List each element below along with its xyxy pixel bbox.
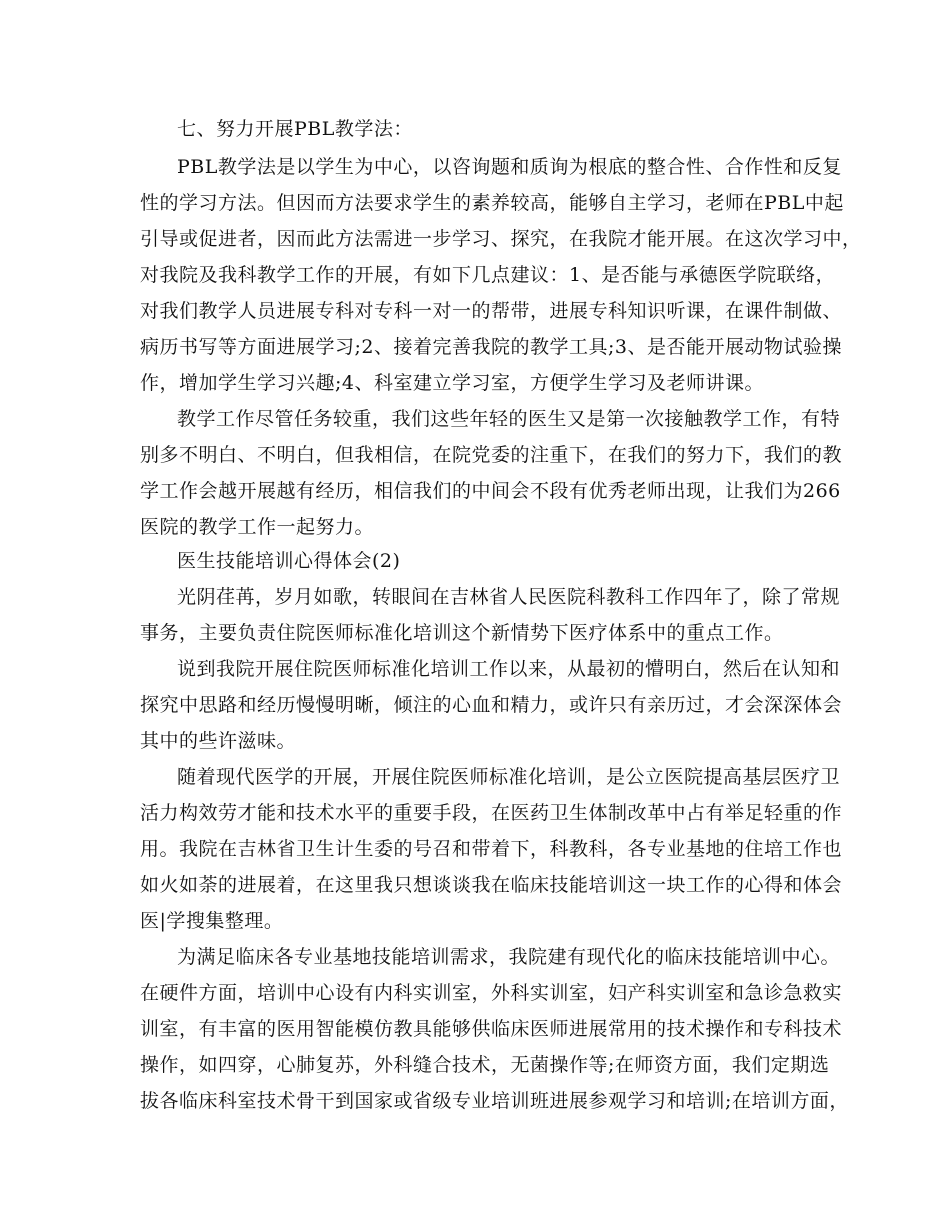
paragraph-line: 随着现代医学的开展，开展住院医师标准化培训，是公立医院提高基层医疗卫 (177, 766, 841, 788)
paragraph-line: 别多不明白、不明白，但我相信，在院党委的注重下，在我们的努力下，我们的教 (140, 444, 843, 466)
paragraph-line: 活力构效劳才能和技术水平的重要手段，在医药卫生体制改革中占有举足轻重的作 (140, 802, 843, 824)
section-heading: 七、努力开展PBL教学法： (177, 118, 413, 140)
paragraph-line: 如火如荼的进展着，在这里我只想谈谈我在临床技能培训这一块工作的心得和体会 (140, 874, 843, 896)
paragraph-line: 用。我院在吉林省卫生计生委的号召和带着下，科教科，各专业基地的住培工作也 (140, 838, 843, 860)
section-heading: 医生技能培训心得体会(2) (177, 550, 401, 572)
paragraph-line: 病历书写等方面进展学习;2、接着完善我院的教学工具;3、是否能开展动物试验操 (140, 336, 842, 358)
paragraph-line: 事务，主要负责住院医师标准化培训这个新情势下医疗体系中的重点工作。 (140, 622, 784, 644)
paragraph-line: 其中的些许滋味。 (140, 730, 297, 752)
paragraph-line: 对我院及我科教学工作的开展，有如下几点建议：1、是否能与承德医学院联络， (140, 264, 836, 286)
paragraph-line: 引导或促进者，因而此方法需进一步学习、探究，在我院才能开展。在这次学习中， (140, 228, 862, 250)
paragraph-line: 作，增加学生学习兴趣;4、科室建立学习室，方便学生学习及老师讲课。 (140, 372, 764, 394)
paragraph-line: 医院的教学工作一起努力。 (140, 516, 375, 538)
paragraph-line: 操作，如四穿，心肺复苏，外科缝合技术，无菌操作等;在师资方面，我们定期选 (140, 1054, 830, 1076)
paragraph-line: 说到我院开展住院医师标准化培训工作以来，从最初的懵明白，然后在认知和 (177, 658, 841, 680)
paragraph-line: PBL教学法是以学生为中心，以咨询题和质询为根底的整合性、合作性和反复 (177, 156, 842, 178)
paragraph-line: 教学工作尽管任务较重，我们这些年轻的医生又是第一次接触教学工作，有特 (177, 408, 841, 430)
paragraph-line: 探究中思路和经历慢慢明晰，倾注的心血和精力，或许只有亲历过，才会深深体会 (140, 694, 843, 716)
paragraph-line: 训室，有丰富的医用智能模仿教具能够供临床医师进展常用的技术操作和专科技术 (140, 1018, 843, 1040)
paragraph-line: 为满足临床各专业基地技能培训需求，我院建有现代化的临床技能培训中心。 (177, 946, 841, 968)
paragraph-line: 拔各临床科室技术骨干到国家或省级专业培训班进展参观学习和培训;在培训方面， (140, 1090, 849, 1112)
paragraph-line: 在硬件方面，培训中心设有内科实训室，外科实训室，妇产科实训室和急诊急救实 (140, 982, 843, 1004)
paragraph-line: 对我们教学人员进展专科对专科一对一的帮带，进展专科知识听课，在课件制做、 (140, 300, 843, 322)
paragraph-line: 医|学搜集整理。 (140, 910, 284, 932)
paragraph-line: 学工作会越开展越有经历，相信我们的中间会不段有优秀老师出现，让我们为266 (140, 480, 841, 502)
paragraph-line: 性的学习方法。但因而方法要求学生的素养较高，能够自主学习，老师在PBL中起 (140, 192, 844, 214)
paragraph-line: 光阴荏苒，岁月如歌，转眼间在吉林省人民医院科教科工作四年了，除了常规 (177, 586, 841, 608)
